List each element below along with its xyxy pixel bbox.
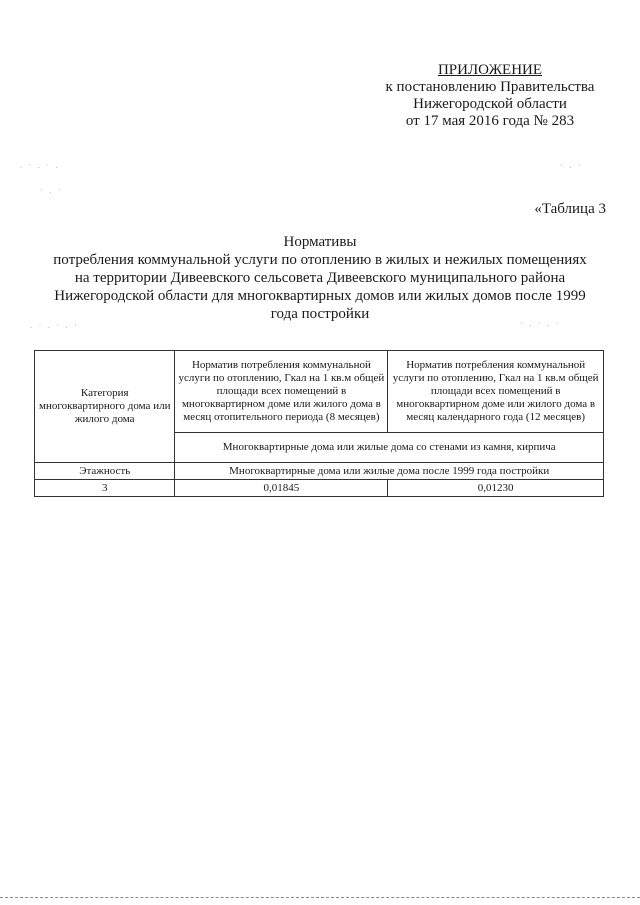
annex-block	[330, 62, 640, 130]
scan-noise: · . ·	[560, 160, 583, 170]
table-number: «Таблица 3	[534, 201, 606, 217]
scan-noise: . · . · . ·	[30, 320, 79, 330]
scan-edge	[0, 897, 640, 899]
floors-label: Этажность	[35, 463, 175, 480]
scan-noise: · . ·	[40, 185, 63, 195]
norms-table	[34, 350, 604, 497]
scan-noise: . · . · .	[20, 160, 60, 170]
heating-period-value: 0,01845	[175, 480, 388, 497]
header-calendar-year: Норматив потребления коммунальной услуги по отоплению, Гкал на 1 кв.м общей площади всех помещений в многоквартирном доме или жилого дома в месяц календарного года (12 месяцев)	[388, 351, 604, 433]
subheader-year: Многоквартирные дома или жилые дома после 1999 года постройки	[175, 463, 604, 480]
header-category: Категория многоквартирного дома или жилого дома	[35, 351, 175, 463]
calendar-year-value: 0,01230	[388, 480, 604, 497]
heading-line: Нижегородской области для многоквартирных домов или жилых домов после 1999	[54, 288, 586, 304]
heading-line: потребления коммунальной услуги по отоплению в жилых и нежилых помещениях	[53, 252, 587, 268]
annex-line: от 17 мая 2016 года № 283	[405, 113, 575, 129]
floors-value: 3	[35, 480, 175, 497]
heading-line: года постройки	[270, 306, 370, 322]
heading-line: Нормативы	[283, 234, 357, 250]
annex-line: Нижегородской области	[413, 96, 567, 112]
table-row	[35, 480, 604, 497]
annex-title: ПРИЛОЖЕНИЕ	[437, 62, 543, 78]
scan-noise: · . · . ·	[520, 318, 561, 328]
document-heading	[20, 233, 620, 323]
annex-line: к постановлению Правительства	[385, 79, 595, 95]
header-heating-period: Норматив потребления коммунальной услуги по отоплению, Гкал на 1 кв.м общей площади всех помещений в многоквартирном доме или жилого дома в месяц отопительного периода (8 месяцев)	[175, 351, 388, 433]
subheader-walls: Многоквартирные дома или жилые дома со стенами из камня, кирпича	[175, 433, 604, 463]
heading-line: на территории Дивеевского сельсовета Дивеевского муниципального района	[74, 270, 566, 286]
